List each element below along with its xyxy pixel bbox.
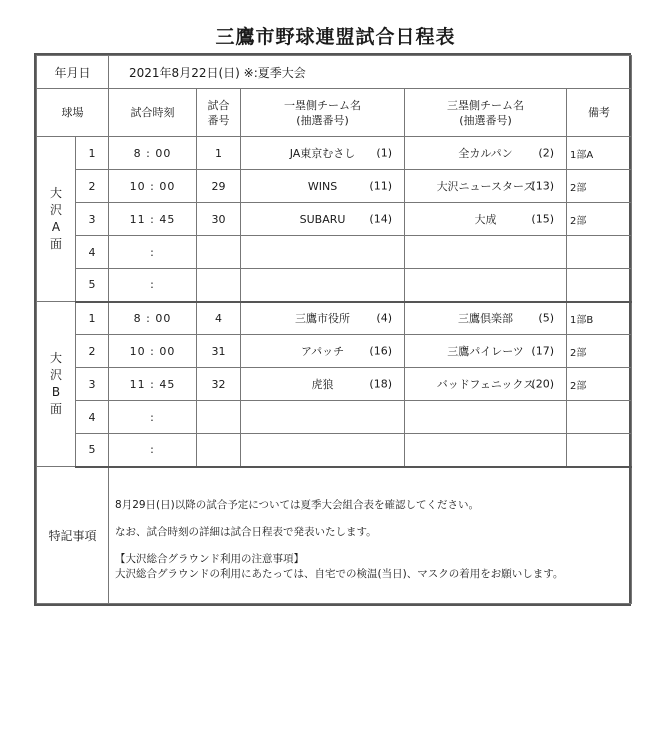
date-label: 年月日	[37, 56, 109, 89]
lottery-number: (18)	[369, 377, 393, 391]
game-time: :	[109, 236, 197, 269]
lottery-number: (20)	[531, 377, 555, 391]
row-number: 3	[76, 368, 109, 401]
game-number	[197, 236, 241, 269]
row-number: 5	[76, 269, 109, 302]
game-time: 11 : 45	[109, 203, 197, 236]
header-first-base-line2: (抽選番号)	[296, 113, 349, 127]
header-game-number-line2: 番号	[207, 113, 230, 127]
lottery-number: (14)	[369, 212, 393, 226]
header-first-base-line1: 一塁側チーム名	[284, 98, 362, 112]
game-number: 30	[197, 203, 241, 236]
row-number: 2	[76, 170, 109, 203]
game-time: :	[109, 434, 197, 467]
first-base-team	[241, 434, 405, 467]
header-third-base-line2: (抽選番号)	[459, 113, 512, 127]
field-name	[37, 137, 76, 302]
remarks	[567, 269, 632, 302]
team-name: JA東京むさし	[289, 147, 356, 160]
first-base-team	[241, 335, 405, 368]
game-time: 10 : 00	[109, 170, 197, 203]
schedule-row	[37, 203, 632, 236]
third-base-team	[405, 170, 567, 203]
header-field: 球場	[37, 89, 109, 137]
lottery-number: (4)	[376, 311, 393, 325]
schedule-row	[37, 335, 632, 368]
remarks: 1部A	[567, 137, 632, 170]
game-number: 32	[197, 368, 241, 401]
header-time: 試合時刻	[109, 89, 197, 137]
game-number: 1	[197, 137, 241, 170]
game-number	[197, 401, 241, 434]
notes-line-1: 8月29日(日)以降の試合予定については夏季大会組合表を確認してください。	[115, 498, 480, 511]
third-base-team	[405, 302, 567, 335]
row-number: 3	[76, 203, 109, 236]
field-name-char: 面	[49, 237, 62, 251]
remarks	[567, 401, 632, 434]
first-base-team	[241, 368, 405, 401]
notes-content	[109, 467, 632, 604]
game-number	[197, 434, 241, 467]
header-remarks: 備考	[567, 89, 632, 137]
remarks	[567, 236, 632, 269]
schedule-row	[37, 302, 632, 335]
notes-line-4: 大沢総合グラウンドの利用にあたっては、自宅での検温(当日)、マスクの着用をお願いします。	[115, 567, 564, 580]
field-name-char: A	[51, 220, 61, 234]
notes-label: 特記事項	[37, 467, 109, 604]
notes-line-3: 【大沢総合グラウンド利用の注意事項】	[115, 552, 305, 565]
field-name-char: 大	[49, 351, 62, 365]
lottery-number: (16)	[369, 344, 393, 358]
third-base-team	[405, 203, 567, 236]
team-name: 全カルパン	[458, 147, 513, 160]
team-name: アパッチ	[300, 345, 345, 358]
lottery-number: (2)	[538, 146, 555, 160]
game-time: 10 : 00	[109, 335, 197, 368]
header-row	[37, 89, 632, 137]
schedule-row	[37, 170, 632, 203]
remarks: 1部B	[567, 302, 632, 335]
document-title: 三鷹市野球連盟試合日程表	[215, 26, 456, 48]
game-number: 31	[197, 335, 241, 368]
remarks: 2部	[567, 170, 632, 203]
team-name: 大沢ニュースターズ	[436, 180, 535, 193]
lottery-number: (15)	[531, 212, 555, 226]
schedule-row	[37, 434, 632, 467]
field-name-char: 大	[49, 186, 62, 200]
schedule-row	[37, 401, 632, 434]
remarks: 2部	[567, 335, 632, 368]
third-base-team	[405, 269, 567, 302]
game-time: 8 : 00	[109, 302, 197, 335]
remarks: 2部	[567, 203, 632, 236]
field-name-char: B	[51, 385, 61, 399]
header-game-number	[197, 89, 241, 137]
remarks	[567, 434, 632, 467]
first-base-team	[241, 137, 405, 170]
game-time: :	[109, 269, 197, 302]
header-third-base-team	[405, 89, 567, 137]
first-base-team	[241, 269, 405, 302]
row-number: 1	[76, 137, 109, 170]
row-number: 5	[76, 434, 109, 467]
team-name: 三鷹市役所	[295, 312, 351, 326]
notes-row	[37, 467, 632, 604]
third-base-team	[405, 335, 567, 368]
game-time: 11 : 45	[109, 368, 197, 401]
first-base-team	[241, 236, 405, 269]
team-name: SUBARU	[299, 212, 346, 226]
field-name-char: 沢	[49, 203, 62, 217]
game-time: :	[109, 401, 197, 434]
first-base-team	[241, 401, 405, 434]
third-base-team	[405, 368, 567, 401]
field-name-char: 沢	[49, 368, 62, 382]
schedule-frame	[34, 53, 631, 606]
schedule-row	[37, 137, 632, 170]
header-game-number-line1: 試合	[207, 98, 230, 112]
row-number: 4	[76, 236, 109, 269]
third-base-team	[405, 434, 567, 467]
third-base-team	[405, 401, 567, 434]
lottery-number: (17)	[531, 344, 555, 358]
lottery-number: (11)	[369, 179, 393, 193]
field-name-char: 面	[49, 402, 62, 416]
game-number: 4	[197, 302, 241, 335]
notes-line-2: なお、試合時刻の詳細は試合日程表で発表いたします。	[115, 525, 377, 538]
game-time: 8 : 00	[109, 137, 197, 170]
game-number	[197, 269, 241, 302]
lottery-number: (13)	[531, 179, 555, 193]
schedule-table	[36, 55, 632, 604]
first-base-team	[241, 170, 405, 203]
first-base-team	[241, 203, 405, 236]
first-base-team	[241, 302, 405, 335]
team-name: バッドフェニックス	[436, 378, 535, 391]
row-number: 1	[76, 302, 109, 335]
team-name: 虎狼	[311, 378, 334, 391]
schedule-row	[37, 236, 632, 269]
team-name: 大成	[474, 213, 497, 226]
third-base-team	[405, 236, 567, 269]
schedule-row	[37, 368, 632, 401]
row-number: 4	[76, 401, 109, 434]
lottery-number: (5)	[538, 311, 555, 325]
date-value: 2021年8月22日(日) ※:夏季大会	[109, 56, 632, 89]
header-first-base-team	[241, 89, 405, 137]
lottery-number: (1)	[376, 146, 393, 160]
remarks: 2部	[567, 368, 632, 401]
team-name: 三鷹パイレーツ	[447, 345, 524, 358]
schedule-row	[37, 269, 632, 302]
row-number: 2	[76, 335, 109, 368]
date-row	[37, 56, 632, 89]
game-number: 29	[197, 170, 241, 203]
field-name	[37, 302, 76, 467]
header-third-base-line1: 三塁側チーム名	[447, 98, 525, 112]
team-name: WINS	[307, 179, 338, 193]
third-base-team	[405, 137, 567, 170]
team-name: 三鷹倶楽部	[458, 312, 514, 326]
